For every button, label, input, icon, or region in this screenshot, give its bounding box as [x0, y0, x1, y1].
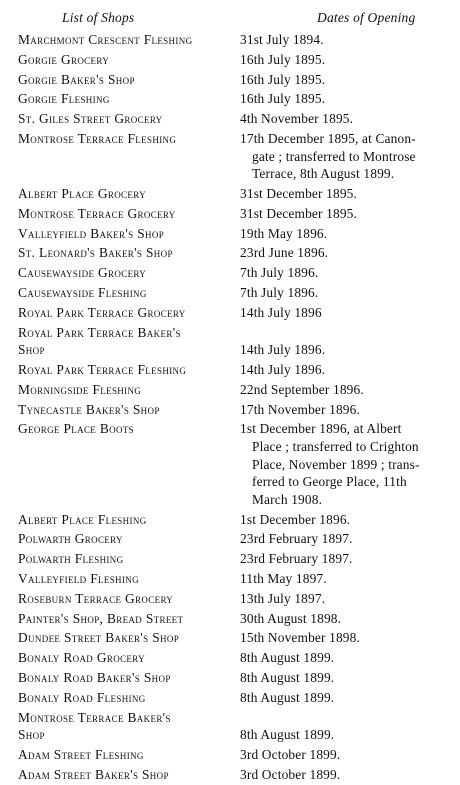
opening-date-line: 23rd February 1897. — [240, 531, 353, 547]
opening-date — [240, 51, 454, 69]
opening-date-line: 8th August 1899. — [240, 689, 335, 705]
opening-date-line: 16th July 1895. — [240, 91, 326, 107]
shop-name-line: Gorgie Grocery — [18, 51, 110, 67]
opening-date — [240, 570, 454, 588]
table-row — [0, 185, 460, 205]
shop-name — [18, 629, 232, 647]
opening-date — [240, 590, 454, 608]
opening-date — [240, 766, 454, 784]
opening-date — [240, 746, 454, 764]
opening-date-line: 8th August 1899. — [240, 727, 335, 743]
shop-name-line: Polwarth Grocery — [18, 531, 123, 547]
table-row — [0, 381, 460, 401]
shop-name-line: Royal Park Terrace Fleshing — [18, 361, 187, 377]
table-row — [0, 550, 460, 570]
shop-name-line: Montrose Terrace Grocery — [18, 205, 176, 221]
opening-date-line: 23rd June 1896. — [240, 245, 329, 261]
shop-name-line: Albert Place Grocery — [18, 185, 146, 201]
opening-date — [240, 381, 454, 399]
shop-name-line: Bonaly Road Grocery — [18, 650, 145, 666]
shop-name-line: Shop — [18, 727, 45, 743]
table-row — [0, 570, 460, 590]
opening-date — [240, 304, 454, 322]
opening-date — [240, 629, 454, 647]
shop-name — [18, 610, 232, 628]
shop-name — [18, 766, 232, 784]
shop-name-line: Montrose Terrace Fleshing — [18, 130, 177, 146]
opening-date-line: 15th November 1898. — [240, 630, 360, 646]
shop-name-line: Royal Park Terrace Grocery — [18, 304, 186, 320]
opening-date-line: 14th July 1896. — [240, 361, 326, 377]
opening-date — [240, 401, 454, 419]
table-row — [0, 90, 460, 110]
opening-date-line: Place ; transferred to Crighton — [252, 438, 419, 454]
shop-name-line: Gorgie Baker's Shop — [18, 71, 135, 87]
opening-date — [240, 185, 454, 203]
table-row — [0, 649, 460, 669]
opening-date-line: 16th July 1895. — [240, 51, 326, 67]
opening-date — [240, 205, 454, 223]
opening-date-line: 31st July 1894. — [240, 32, 324, 47]
table-row — [0, 669, 460, 689]
shop-name — [18, 669, 232, 687]
shop-name-line: St. Giles Street Grocery — [18, 111, 163, 127]
opening-date-line: 1st December 1896. — [240, 511, 351, 527]
opening-date-line: 1st December 1896, at Albert — [240, 421, 402, 437]
shop-name — [18, 570, 232, 588]
shop-name-line: Valleyfield Baker's Shop — [18, 225, 165, 241]
opening-date — [240, 31, 454, 49]
opening-date-line: ferred to George Place, 11th — [252, 474, 407, 490]
opening-date-line: gate ; transferred to Montrose — [252, 148, 416, 164]
table-row — [0, 130, 460, 185]
opening-date-line: 3rd October 1899. — [240, 766, 341, 782]
shop-name — [18, 130, 232, 148]
table-row — [0, 530, 460, 550]
shops-column-header: List of Shops — [62, 10, 135, 25]
opening-date-line: 4th November 1895. — [240, 111, 354, 127]
opening-date-line: 22nd September 1896. — [240, 381, 364, 397]
table-row — [0, 51, 460, 71]
shop-name-line: Dundee Street Baker's Shop — [18, 630, 180, 646]
table-row — [0, 766, 460, 785]
table-row — [0, 401, 460, 421]
shop-name-line: Tynecastle Baker's Shop — [18, 401, 160, 417]
opening-date-line: 17th November 1896. — [240, 401, 360, 417]
shop-name-line: Gorgie Fleshing — [18, 91, 110, 107]
opening-date — [240, 361, 454, 379]
opening-date — [240, 550, 454, 568]
shop-name — [18, 649, 232, 667]
table-row — [0, 629, 460, 649]
opening-date — [240, 341, 454, 359]
shop-name — [18, 381, 232, 399]
shop-list — [0, 31, 460, 785]
table-row — [0, 225, 460, 245]
opening-date-line: March 1908. — [252, 491, 323, 507]
table-row — [0, 71, 460, 91]
shop-name-line: Montrose Terrace Baker's — [18, 709, 171, 725]
table-row — [0, 420, 460, 510]
shop-name — [18, 550, 232, 568]
table-row — [0, 324, 460, 361]
opening-date-line: 19th May 1896. — [240, 225, 328, 241]
shop-name — [18, 244, 232, 262]
shop-name-line: Bonaly Road Fleshing — [18, 689, 146, 705]
opening-date — [240, 726, 454, 744]
opening-date-line: Place, November 1899 ; trans- — [252, 456, 420, 472]
opening-date — [240, 649, 454, 667]
shop-name — [18, 530, 232, 548]
table-row — [0, 689, 460, 709]
table-row — [0, 31, 460, 51]
shop-name-line: George Place Boots — [18, 421, 135, 437]
shop-name — [18, 746, 232, 764]
opening-date — [240, 130, 454, 183]
opening-date-line: 17th December 1895, at Canon- — [240, 130, 416, 146]
opening-date — [240, 264, 454, 282]
shop-name-line: Polwarth Fleshing — [18, 551, 124, 567]
table-header — [0, 10, 460, 30]
opening-date — [240, 689, 454, 707]
opening-date-line: 16th July 1895. — [240, 71, 326, 87]
opening-date-line: 8th August 1899. — [240, 650, 335, 666]
shop-name — [18, 324, 232, 359]
shop-name — [18, 284, 232, 302]
shop-name — [18, 225, 232, 243]
shop-name — [18, 31, 232, 49]
shop-name-line: Causewayside Grocery — [18, 265, 147, 281]
table-row — [0, 264, 460, 284]
shop-name — [18, 264, 232, 282]
shop-name — [18, 110, 232, 128]
opening-date — [240, 669, 454, 687]
shop-name-line: Adam Street Baker's Shop — [18, 766, 169, 782]
opening-date — [240, 71, 454, 89]
opening-date-line: 30th August 1898. — [240, 610, 342, 626]
shop-name-line: Albert Place Fleshing — [18, 511, 147, 527]
shop-name-line: Royal Park Terrace Baker's — [18, 324, 181, 340]
shop-name-line: Roseburn Terrace Grocery — [18, 590, 174, 606]
opening-date-line: 23rd February 1897. — [240, 551, 353, 567]
shop-name — [18, 71, 232, 89]
table-row — [0, 746, 460, 766]
shop-name-line: Shop — [18, 342, 45, 358]
shop-name — [18, 511, 232, 529]
shop-name — [18, 361, 232, 379]
shop-name-line: Valleyfield Fleshing — [18, 570, 139, 586]
opening-date — [240, 284, 454, 302]
shop-name-line: Painter's Shop, Bread Street — [18, 610, 184, 626]
opening-date — [240, 225, 454, 243]
opening-date-line: 3rd October 1899. — [240, 746, 341, 762]
shop-name — [18, 185, 232, 203]
shop-name-line: Marchmont Crescent Fleshing — [18, 32, 193, 47]
opening-date-line: 13th July 1897. — [240, 590, 326, 606]
table-row — [0, 590, 460, 610]
shop-name-line: Morningside Fleshing — [18, 381, 142, 397]
shop-name — [18, 304, 232, 322]
shop-name-line: Causewayside Fleshing — [18, 284, 147, 300]
table-row — [0, 205, 460, 225]
opening-date — [240, 244, 454, 262]
opening-date-line: 31st December 1895. — [240, 185, 358, 201]
shop-name-line: St. Leonard's Baker's Shop — [18, 245, 173, 261]
table-row — [0, 284, 460, 304]
shop-name-line: Adam Street Fleshing — [18, 746, 144, 762]
shop-name — [18, 51, 232, 69]
opening-date — [240, 530, 454, 548]
shop-name — [18, 689, 232, 707]
opening-date-line: 14th July 1896 — [240, 304, 322, 320]
opening-date — [240, 511, 454, 529]
opening-date-line: Terrace, 8th August 1899. — [252, 166, 395, 182]
table-row — [0, 610, 460, 630]
dates-column-header: Dates of Opening — [317, 10, 416, 25]
opening-date-line: 7th July 1896. — [240, 284, 319, 300]
table-row — [0, 304, 460, 324]
opening-date — [240, 90, 454, 108]
shop-name — [18, 90, 232, 108]
table-row — [0, 709, 460, 746]
shop-name — [18, 590, 232, 608]
shop-name — [18, 709, 232, 744]
opening-date — [240, 420, 454, 508]
shop-name — [18, 205, 232, 223]
table-row — [0, 244, 460, 264]
shop-name — [18, 420, 232, 438]
opening-date-line: 8th August 1899. — [240, 669, 335, 685]
opening-date-line: 31st December 1895. — [240, 205, 358, 221]
opening-date-line: 7th July 1896. — [240, 265, 319, 281]
opening-date — [240, 110, 454, 128]
shop-name — [18, 401, 232, 419]
table-row — [0, 511, 460, 531]
opening-date — [240, 610, 454, 628]
table-row — [0, 110, 460, 130]
table-row — [0, 361, 460, 381]
opening-date-line: 11th May 1897. — [240, 570, 327, 586]
shop-name-line: Bonaly Road Baker's Shop — [18, 669, 171, 685]
opening-date-line: 14th July 1896. — [240, 342, 326, 358]
